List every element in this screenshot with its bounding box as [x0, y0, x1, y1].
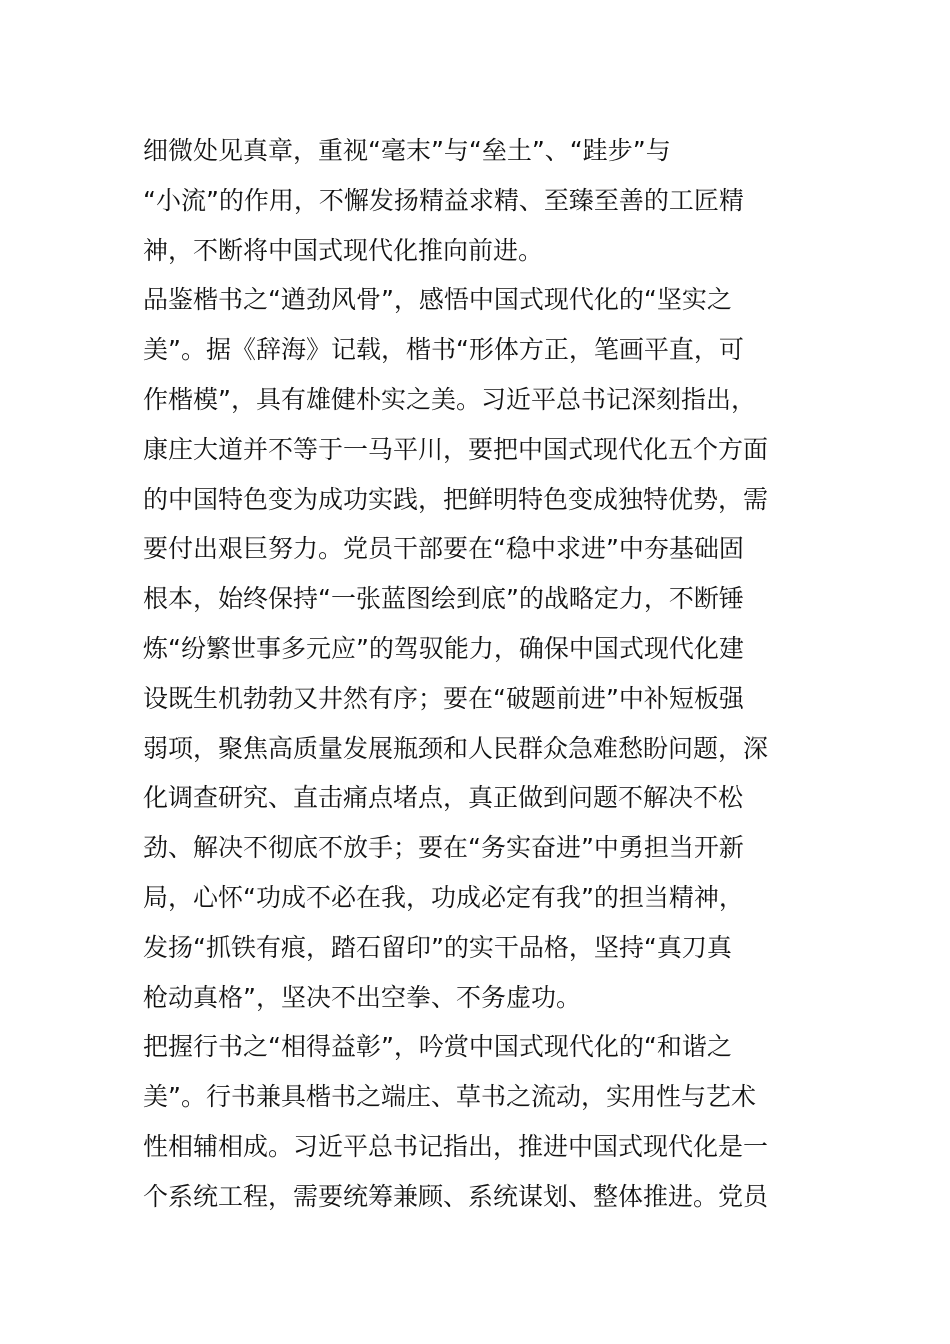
text-line: 美”。据《辞海》记载，楷书“形体方正，笔画平直，可: [143, 335, 744, 365]
text-line: 美”。行书兼具楷书之端庄、草书之流动，实用性与艺术: [143, 1082, 756, 1112]
text-line: 设既生机勃勃又井然有序；要在“破题前进”中补短板强: [143, 683, 744, 713]
text-line: 炼“纷繁世事多元应”的驾驭能力，确保中国式现代化建: [143, 633, 744, 663]
text-line: “小流”的作用，不懈发扬精益求精、至臻至善的工匠精: [143, 185, 744, 215]
text-line: 弱项，聚焦高质量发展瓶颈和人民群众急难愁盼问题，深: [143, 733, 769, 763]
text-line: 性相辅相成。习近平总书记指出，推进中国式现代化是一: [143, 1131, 769, 1161]
text-line: 根本，始终保持“一张蓝图绘到底”的战略定力，不断锤: [143, 584, 744, 614]
text-line: 化调查研究、直击痛点堵点，真正做到问题不解决不松: [143, 783, 744, 813]
text-line: 细微处见真章，重视“毫末”与“垒土”、“跬步”与: [143, 136, 671, 165]
text-line: 神，不断将中国式现代化推向前进。: [143, 235, 544, 265]
text-line: 个系统工程，需要统筹兼顾、系统谋划、整体推进。党员: [143, 1181, 769, 1211]
text-line: 品鉴楷书之“遒劲风骨”，感悟中国式现代化的“坚实之: [143, 285, 732, 315]
text-line: 要付出艰巨努力。党员干部要在“稳中求进”中夯基础固: [143, 534, 744, 564]
text-line: 局，心怀“功成不必在我，功成必定有我”的担当精神，: [143, 882, 744, 912]
body-text: [143, 126, 813, 1222]
text-line: 发扬“抓铁有痕，踏石留印”的实干品格，坚持“真刀真: [143, 932, 732, 962]
text-line: 作楷模”，具有雄健朴实之美。习近平总书记深刻指出，: [143, 384, 756, 414]
text-line: 枪动真格”，坚决不出空拳、不务虚功。: [143, 982, 581, 1012]
text-line: 康庄大道并不等于一马平川，要把中国式现代化五个方面: [143, 434, 769, 464]
text-line: 的中国特色变为成功实践，把鲜明特色变成独特优势，需: [143, 484, 769, 514]
text-line: 劲、解决不彻底不放手；要在“务实奋进”中勇担当开新: [143, 833, 744, 863]
text-line: 把握行书之“相得益彰”，吟赏中国式现代化的“和谐之: [143, 1032, 732, 1062]
